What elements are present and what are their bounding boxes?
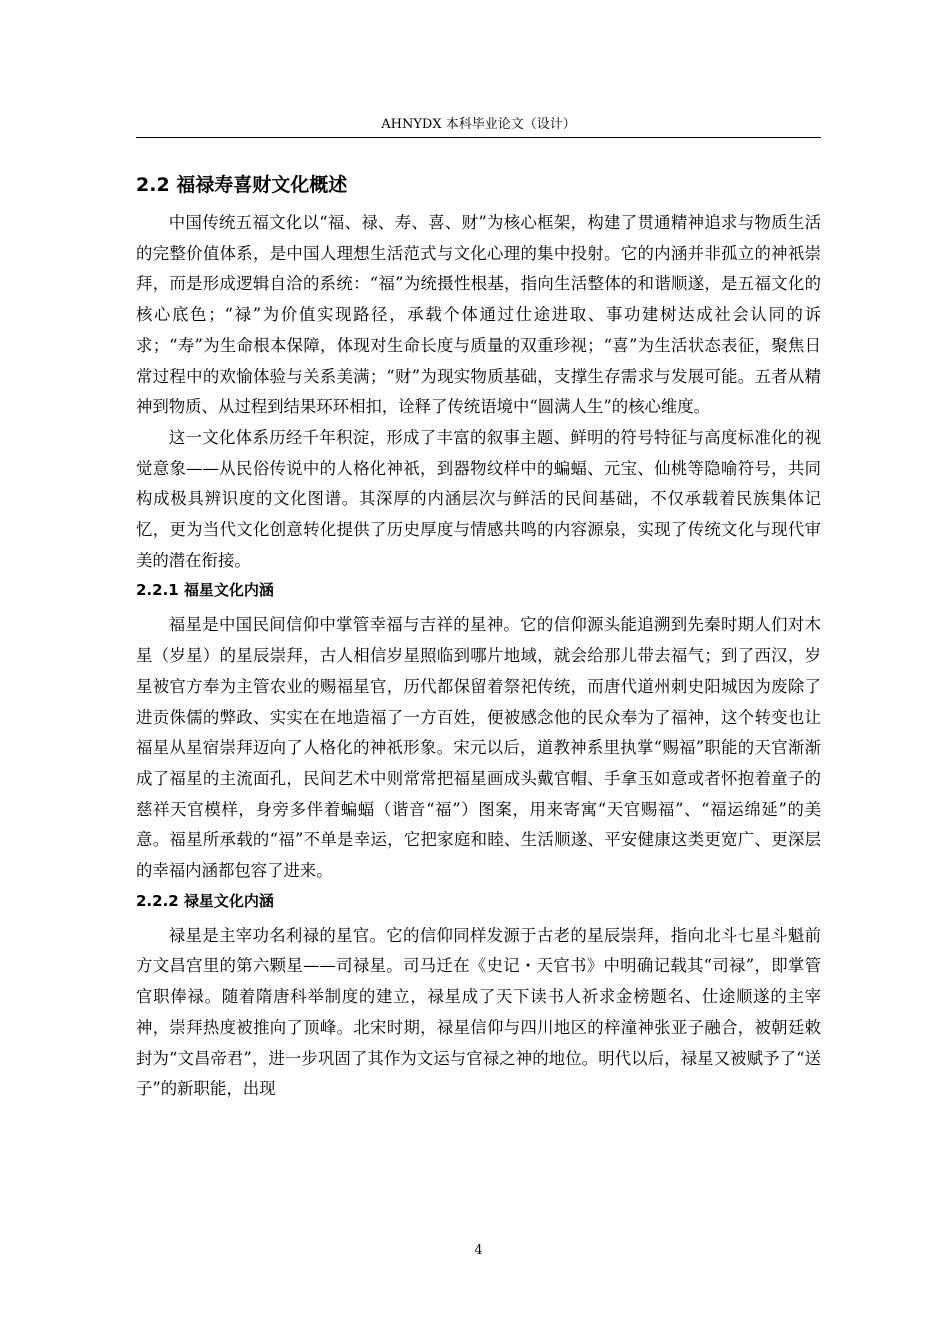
section-heading: 2.2 福禄寿喜财文化概述 xyxy=(136,174,348,196)
section-paragraph-2: 这一文化体系历经千年积淀，形成了丰富的叙事主题、鲜明的符号特征与高度标准化的视觉意象——从民俗传说中的人格化神祇，到器物纹样中的蝙蝠、元宝、仙桃等隐喻符号，共同构成极具辨识度的文化图谱。其深厚的内涵层次与鲜活的民间基础，不仅承载着民族集体记忆，更为当代文化创意转化提供了历史厚度与情感共鸣的内容源泉，实现了传统文化与现代审美的潜在衔接。 xyxy=(136,427,821,570)
subsection-1-heading: 2.2.1 福星文化内涵 xyxy=(136,581,274,600)
subsection-2-paragraph: 禄星是主宰功名利禄的星官。它的信仰同样发源于古老的星辰崇拜，指向北斗七星斗魁前方文昌宫里的第六颗星——司禄星。司马迁在《史记・天官书》中明确记载其“司禄”，即掌管官职俸禄。随着隋唐科举制度的建立，禄星成了天下读书人祈求金榜题名、仕途顺遂的主宰神，崇拜热度被推向了顶峰。北宋时期，禄星信仰与四川地区的梓潼神张亚子融合，被朝廷敕封为“文昌帝君”，进一步巩固了其作为文运与官禄之神的地位。明代以后，禄星又被赋予了“送子”的新职能，出现 xyxy=(136,925,821,1099)
subsection-1-paragraph: 福星是中国民间信仰中掌管幸福与吉祥的星神。它的信仰源头能追溯到先秦时期人们对木星（岁星）的星辰崇拜，古人相信岁星照临到哪片地域，就会给那儿带去福气；到了西汉，岁星被官方奉为主管农业的赐福星官，历代都保留着祭祀传统，而唐代道州刺史阳城因为废除了进贡侏儒的弊政、实实在在地造福了一方百姓，便被感念他的民众奉为了福神，这个转变也让福星从星宿崇拜迈向了人格化的神祇形象。宋元以后，道教神系里执掌“赐福”职能的天官渐渐成了福星的主流面孔，民间艺术中则常常把福星画成头戴官帽、手拿玉如意或者怀抱着童子的慈祥天官模样，身旁多伴着蝙蝠（谐音“福”）图案，用来寄寓“天官赐福”、“福运绵延”的美意。福星所承载的“福”不单是幸运，它把家庭和睦、生活顺遂、平安健康这类更宽广、更深层的幸福内涵都包容了进来。 xyxy=(136,615,821,881)
header-rule xyxy=(136,137,821,138)
body-content xyxy=(136,168,821,1105)
subsection-2-heading: 2.2.2 禄星文化内涵 xyxy=(136,891,274,910)
section-paragraph-1: 中国传统五福文化以“福、禄、寿、喜、财”为核心框架，构建了贯通精神追求与物质生活的完整价值体系，是中国人理想生活范式与文化心理的集中投射。它的内涵并非孤立的神祇崇拜，而是形成逻辑自洽的系统：“福”为统摄性根基，指向生活整体的和谐顺遂，是五福文化的核心底色；“禄”为价值实现路径，承载个体通过仕途进取、事功建树达成社会认同的诉求；“寿”为生命根本保障，体现对生命长度与质量的双重珍视；“喜”为生活状态表征，聚焦日常过程中的欢愉体验与关系美满；“财”为现实物质基础，支撑生存需求与发展可能。五者从精神到物质、从过程到结果环环相扣，诠释了传统语境中“圆满人生”的核心维度。 xyxy=(136,213,821,417)
page-number: 4 xyxy=(474,1243,483,1258)
running-header: AHNYDX 本科毕业论文（设计） xyxy=(381,117,576,132)
